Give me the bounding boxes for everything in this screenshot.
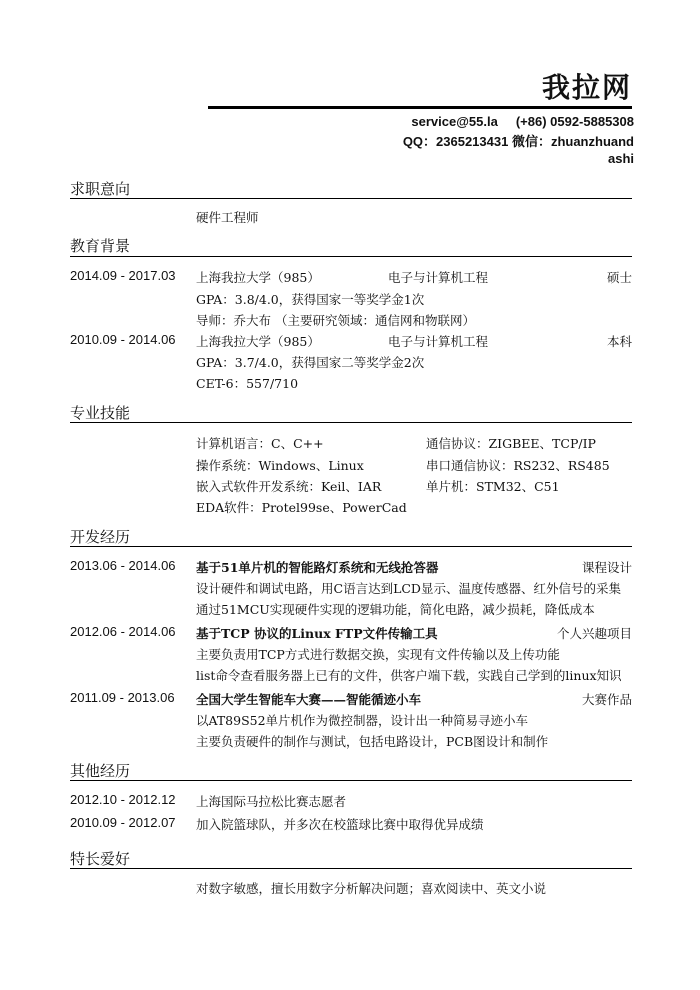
other-date: 2010.09 - 2012.07 — [70, 815, 176, 830]
email: service@55.la — [411, 114, 498, 129]
section-rule — [70, 256, 632, 257]
section-title-education: 教育背景 — [70, 237, 131, 255]
objective-content: 硬件工程师 — [196, 210, 259, 225]
header-rule — [208, 106, 632, 109]
skill-item: 单片机：STM32、C51 — [426, 479, 560, 494]
edu-date: 2010.09 - 2014.06 — [70, 332, 176, 347]
section-title-objective: 求职意向 — [70, 180, 131, 198]
project-date: 2012.06 - 2014.06 — [70, 624, 176, 639]
section-title-hobbies: 特长爱好 — [70, 850, 131, 868]
project-tag: 个人兴趣项目 — [556, 626, 632, 641]
project-detail: list命令查看服务器上已有的文件，供客户端下载，实践自己学到的linux知识 — [196, 668, 622, 683]
edu-degree: 硕士 — [606, 270, 632, 285]
edu-major: 电子与计算机工程 — [388, 334, 489, 349]
edu-detail: GPA：3.8/4.0，获得国家一等奖学金1次 — [196, 292, 425, 307]
section-rule — [70, 422, 632, 423]
edu-detail: GPA：3.7/4.0，获得国家二等奖学金2次 — [196, 355, 425, 370]
section-rule — [70, 198, 632, 199]
section-title-other: 其他经历 — [70, 762, 131, 780]
section-rule — [70, 546, 632, 547]
project-tag: 大赛作品 — [581, 692, 632, 707]
skill-item: 通信协议：ZIGBEE、TCP/IP — [426, 436, 596, 451]
skill-item: 串口通信协议：RS232、RS485 — [426, 458, 610, 473]
wechat-continued: ashi — [607, 151, 634, 166]
skill-item: 嵌入式软件开发系统：Keil、IAR — [196, 479, 382, 494]
skill-item: EDA软件：Protel99se、PowerCad — [196, 500, 407, 515]
project-detail: 设计硬件和调试电路，用C语言达到LCD显示、温度传感器、红外信号的采集 — [196, 581, 621, 596]
project-detail: 以AT89S52单片机作为微控制器，设计出一种简易寻迹小车 — [196, 713, 529, 728]
section-title-projects: 开发经历 — [70, 528, 131, 546]
other-text: 加入院篮球队，并多次在校篮球比赛中取得优异成绩 — [196, 817, 484, 832]
skill-item: 操作系统：Windows、Linux — [196, 458, 364, 473]
section-rule — [70, 780, 632, 781]
other-date: 2012.10 - 2012.12 — [70, 792, 176, 807]
project-name: 全国大学生智能车大赛——智能循迹小车 — [196, 692, 422, 707]
edu-school: 上海我拉大学（985） — [196, 334, 320, 349]
other-text: 上海国际马拉松比赛志愿者 — [196, 794, 347, 809]
edu-degree: 本科 — [606, 334, 632, 349]
phone: (+86) 0592-5885308 — [515, 114, 634, 129]
edu-school: 上海我拉大学（985） — [196, 270, 320, 285]
project-detail: 通过51MCU实现硬件实现的逻辑功能，简化电路，减少损耗，降低成本 — [196, 602, 595, 617]
project-tag: 课程设计 — [581, 560, 632, 575]
edu-detail: 导师：乔大布 （主要研究领域：通信网和物联网） — [196, 313, 475, 328]
contact-line-1 — [411, 114, 634, 129]
qq-wechat: QQ：2365213431 微信：zhuanzhuand — [402, 134, 634, 149]
project-date: 2013.06 - 2014.06 — [70, 558, 176, 573]
contact-line-2 — [384, 133, 634, 167]
skill-item: 计算机语言：C、C++ — [196, 436, 324, 451]
resume-name: 我拉网 — [541, 71, 632, 104]
project-detail: 主要负责硬件的制作与测试，包括电路设计，PCB图设计和制作 — [196, 734, 549, 749]
section-title-skills: 专业技能 — [70, 404, 131, 422]
section-rule — [70, 868, 632, 869]
edu-major: 电子与计算机工程 — [388, 270, 489, 285]
edu-detail: CET-6：557/710 — [196, 376, 299, 391]
hobbies-content: 对数字敏感，擅长用数字分析解决问题；喜欢阅读中、英文小说 — [196, 881, 547, 896]
project-name: 基于51单片机的智能路灯系统和无线抢答器 — [196, 560, 439, 575]
edu-date: 2014.09 - 2017.03 — [70, 268, 176, 283]
project-date: 2011.09 - 2013.06 — [70, 690, 175, 705]
project-name: 基于TCP 协议的Linux FTP文件传输工具 — [196, 626, 438, 641]
project-detail: 主要负责用TCP方式进行数据交换，实现有文件传输以及上传功能 — [196, 647, 560, 662]
